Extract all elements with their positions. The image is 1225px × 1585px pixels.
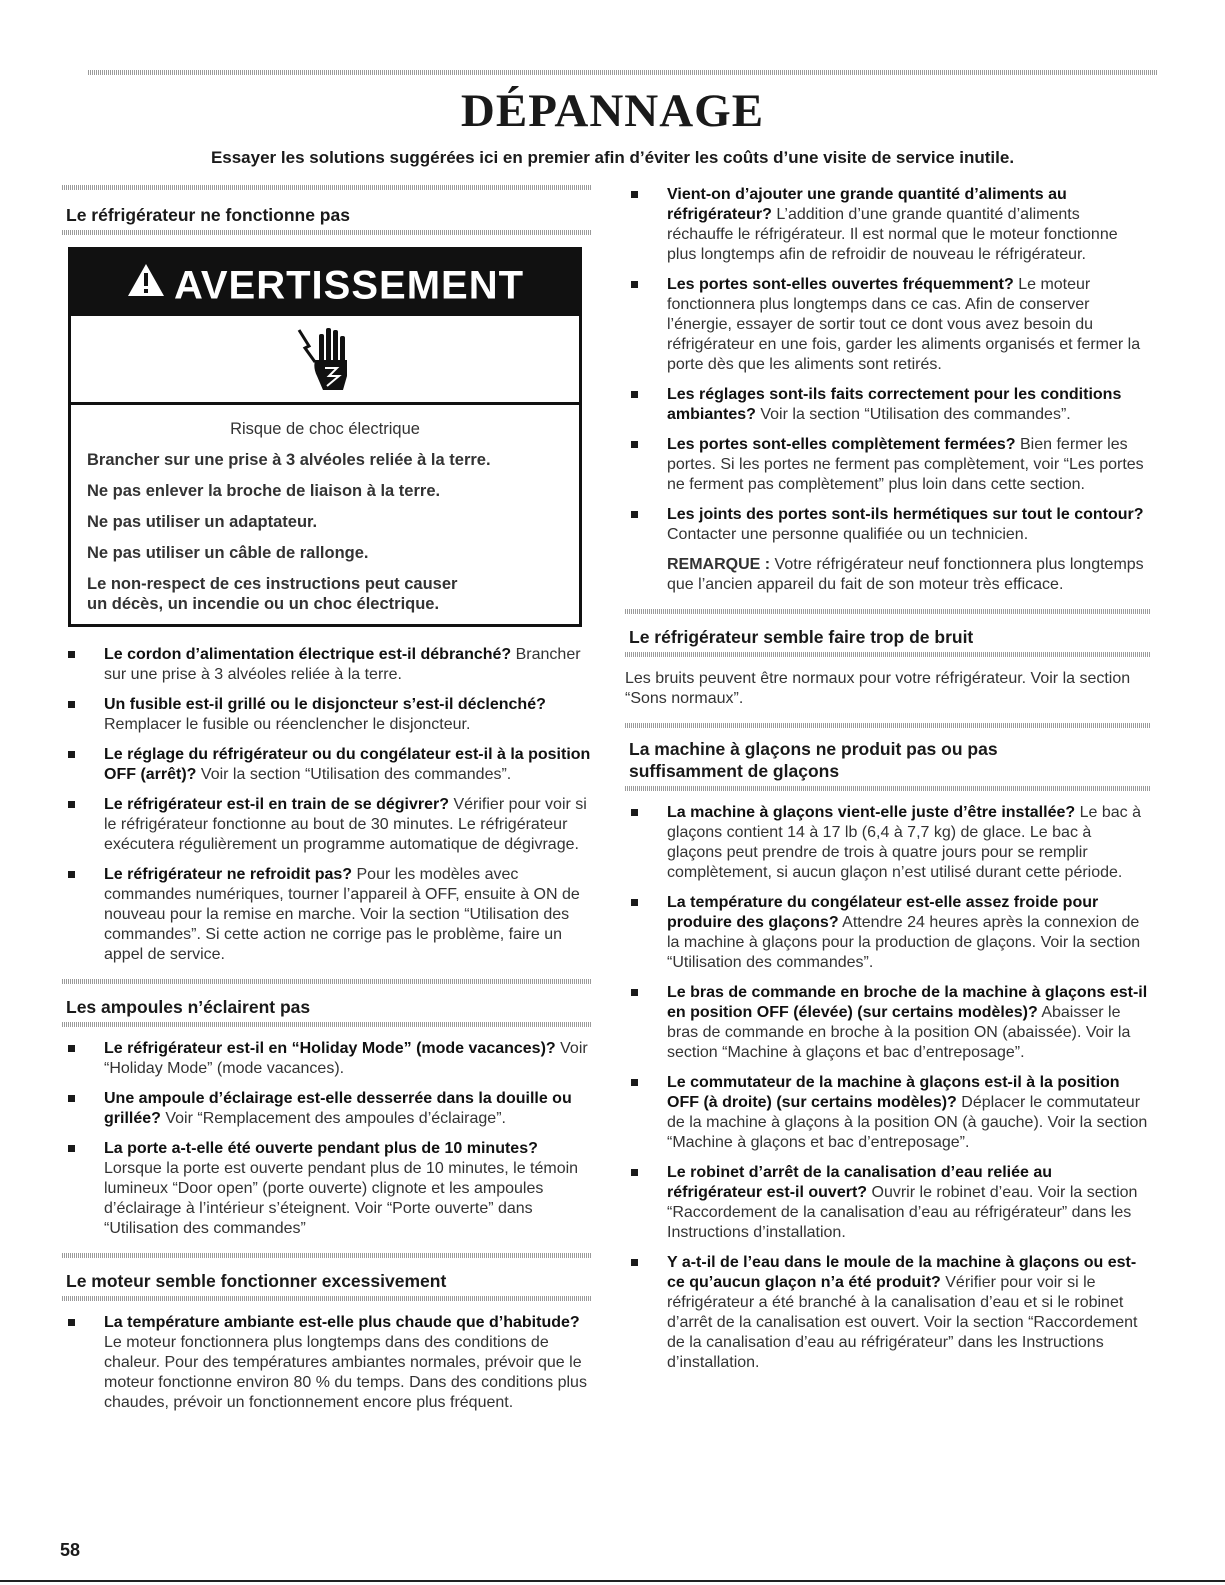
section-heading-ice: La machine à glaçons ne produit pas ou pas suffisamment de glaçons (629, 739, 998, 781)
list-item: La température ambiante est-elle plus chaude que d’habitude? Le moteur fonctionnera plus longtemps dans des conditions de chaleur. Pour des températures ambiantes normales, prévoir que le moteur fonctionne environ 80 % du temps. Dans des conditions plus chaudes, prévoir un fonctionnement encore plus fréquent. (62, 1313, 592, 1413)
section-rule (62, 979, 592, 984)
warning-body (71, 405, 579, 624)
list-item: Le réglage du réfrigérateur ou du congélateur est-il à la position OFF (arrêt)? Voir la section “Utilisation des commandes”. (62, 745, 592, 785)
list-item: Le cordon d’alimentation électrique est-il débranché? Brancher sur une prise à 3 alvéoles reliée à la terre. (62, 645, 592, 685)
page-title: DÉPANNAGE (460, 85, 765, 137)
list-item: Le bras de commande en broche de la machine à glaçons est-il en position OFF (élevée) (sur certains modèles)? Abaisser le bras de commande en broche à la position ON (abaissée). Voir la section “Machine à glaçons et bac d’entreposage”. (625, 983, 1150, 1063)
list-item: Une ampoule d’éclairage est-elle desserrée dans la douille ou grillée? Voir “Remplacement des ampoules d’éclairage”. (62, 1089, 592, 1129)
list-item: Les joints des portes sont-ils hermétiques sur tout le contour? Contacter une personne qualifiée ou un technicien. (625, 505, 1150, 545)
list-item: Le robinet d’arrêt de la canalisation d’eau reliée au réfrigérateur est-il ouvert? Ouvrir le robinet d’eau. Voir la section “Raccordement de la canalisation d’eau au réfrigérateur” dans les Instructions d’installation. (625, 1163, 1150, 1243)
section-rule (62, 1253, 592, 1258)
section-rule (62, 185, 592, 190)
list-not-running (62, 645, 592, 965)
list-item: Les réglages sont-ils faits correctement pour les conditions ambiantes? Voir la section “Utilisation des commandes”. (625, 385, 1150, 425)
section-rule (625, 786, 1150, 791)
warning-line: Brancher sur une prise à 3 alvéoles reliée à la terre. (87, 451, 491, 469)
left-column (62, 185, 592, 1423)
page-subtitle: Essayer les solutions suggérées ici en premier afin d’éviter les coûts d’une visite de service inutile. (210, 148, 1015, 167)
warning-line: Ne pas utiliser un câble de rallonge. (87, 544, 369, 562)
list-item: Les portes sont-elles complètement fermées? Bien fermer les portes. Si les portes ne ferment pas complètement, voir “Les portes ne ferment pas complètement” plus loin dans cette section. (625, 435, 1150, 495)
list-motor (62, 1313, 592, 1413)
electric-shock-hand-icon (295, 324, 355, 394)
warning-line: Ne pas enlever la broche de liaison à la terre. (87, 482, 441, 500)
list-motor-continued (625, 185, 1150, 545)
shock-icon-area (71, 316, 579, 405)
section-rule (625, 609, 1150, 614)
list-lights (62, 1039, 592, 1239)
warning-risk: Risque de choc électrique (230, 420, 420, 438)
bottom-rule (0, 1580, 1225, 1582)
list-item: Le réfrigérateur est-il en “Holiday Mode” (mode vacances)? Voir “Holiday Mode” (mode vacances). (62, 1039, 592, 1079)
list-item: Le commutateur de la machine à glaçons est-il à la position OFF (à droite) (sur certains modèles)? Déplacer le commutateur de la machine à glaçons à la position ON (à gauche). Voir la section “Machine à glaçons et bac d’entreposage”. (625, 1073, 1150, 1153)
section-rule (62, 1022, 592, 1027)
list-item: Les portes sont-elles ouvertes fréquemment? Le moteur fonctionnera plus longtemps dans ce cas. Afin de conserver l’énergie, essayer de sortir tout ce dont vous avez besoin du réfrigérateur en une fois, garder les aliments organisés et fermer la porte dès que les aliments sont retirés. (625, 275, 1150, 375)
list-item: Y a-t-il de l’eau dans le moule de la machine à glaçons ou est-ce qu’aucun glaçon n’a été produit? Vérifier pour voir si le réfrigérateur a été branché à la canalisation d’eau et si le robinet d’arrêt de la canalisation est ouvert. Voir la section “Raccordement de la canalisation d’eau au réfrigérateur” dans les Instructions d’installation. (625, 1253, 1150, 1373)
warning-consequence: Le non-respect de ces instructions peut causer un décès, un incendie ou un choc électrique. (87, 575, 458, 613)
warning-header: AVERTISSEMENT (71, 250, 579, 316)
page-number: 58 (60, 1540, 81, 1560)
section-rule (62, 1296, 592, 1301)
section-heading-not-running: Le réfrigérateur ne fonctionne pas (66, 205, 350, 225)
list-item: Vient-on d’ajouter une grande quantité d’aliments au réfrigérateur? L’addition d’une grande quantité d’aliments réchauffe le réfrigérateur. Il est normal que le moteur fonctionne plus longtemps afin de refroidir de nouveau le réfrigérateur. (625, 185, 1150, 265)
top-rule (88, 70, 1158, 75)
section-heading-motor: Le moteur semble fonctionner excessivement (66, 1271, 447, 1291)
list-item: La porte a-t-elle été ouverte pendant plus de 10 minutes? Lorsque la porte est ouverte pendant plus de 10 minutes, le témoin lumineux “Door open” (porte ouverte) clignote et les ampoules d’éclairage à l’intérieur s’éteignent. Voir “Porte ouverte” dans “Utilisation des commandes” (62, 1139, 592, 1239)
list-item: La température du congélateur est-elle assez froide pour produire des glaçons? Attendre 24 heures après la connexion de la machine à glaçons pour la production de glaçons. Voir la section “Utilisation des commandes”. (625, 893, 1150, 973)
noise-text: Les bruits peuvent être normaux pour votre réfrigérateur. Voir la section “Sons normaux”. (625, 670, 1131, 707)
list-item: La machine à glaçons vient-elle juste d’être installée? Le bac à glaçons contient 14 à 17 lb (6,4 à 7,7 kg) de glace. Le bac à glaçons peut prendre de trois à quatre jours pour se remplir complètement, si aucun glaçon n’est utilisé durant cette période. (625, 803, 1150, 883)
warning-line: Ne pas utiliser un adaptateur. (87, 513, 318, 531)
warning-box (68, 247, 582, 627)
list-item: Le réfrigérateur ne refroidit pas? Pour les modèles avec commandes numériques, tourner l’appareil à OFF, ensuite à ON de nouveau pour la remise en marche. Voir la section “Utilisation des commandes”. Si cette action ne corrige pas le problème, faire un appel de service. (62, 865, 592, 965)
section-rule (625, 723, 1150, 728)
section-rule (625, 652, 1150, 657)
section-heading-noise: Le réfrigérateur semble faire trop de bruit (629, 627, 974, 647)
right-column (625, 185, 1150, 1383)
note: REMARQUE : Votre réfrigérateur neuf fonctionnera plus longtemps que l’ancien appareil du fait de son moteur très efficace. (667, 556, 1144, 593)
section-heading-lights: Les ampoules n’éclairent pas (66, 997, 311, 1017)
section-rule (62, 230, 592, 235)
warning-triangle-icon (126, 252, 166, 318)
list-ice (625, 803, 1150, 1373)
list-item: Le réfrigérateur est-il en train de se dégivrer? Vérifier pour voir si le réfrigérateur fonctionne au bout de 30 minutes. Le réfrigérateur exécutera régulièrement un programme automatique de dégivrage. (62, 795, 592, 855)
list-item: Un fusible est-il grillé ou le disjoncteur s’est-il déclenché? Remplacer le fusible ou réenclencher le disjoncteur. (62, 695, 592, 735)
